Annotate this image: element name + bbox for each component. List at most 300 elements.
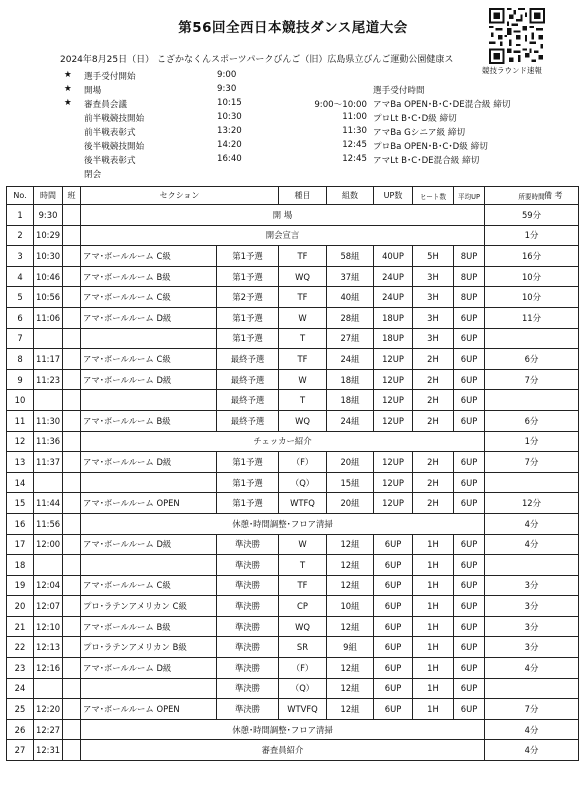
row-duration: 4分 <box>485 513 579 534</box>
row-duration <box>485 390 579 411</box>
row-duration: 3分 <box>485 637 579 658</box>
row-round: 最終予選 <box>217 349 279 370</box>
row-round: 第1予選 <box>217 246 279 267</box>
row-groups: 28組 <box>327 307 374 328</box>
row-han <box>63 513 81 534</box>
row-no: 16 <box>7 513 34 534</box>
row-heats: 2H <box>413 410 454 431</box>
program-table <box>6 186 579 761</box>
row-heats: 1H <box>413 616 454 637</box>
row-round: 準決勝 <box>217 678 279 699</box>
row-dance: CP <box>279 596 327 617</box>
row-dance: W <box>279 369 327 390</box>
row-time: 11:36 <box>34 431 63 452</box>
row-event-title: 審査員紹介 <box>81 740 485 761</box>
row-heats: 3H <box>413 287 454 308</box>
row-duration: 4分 <box>485 719 579 740</box>
row-section: アマ･ボールルーム D級 <box>81 307 217 328</box>
row-han <box>63 678 81 699</box>
row-han <box>63 719 81 740</box>
row-groups: 15組 <box>327 472 374 493</box>
row-up: 24UP <box>374 287 413 308</box>
row-time: 11:23 <box>34 369 63 390</box>
row-up: 12UP <box>374 452 413 473</box>
row-time: 11:17 <box>34 349 63 370</box>
row-avg: 6UP <box>454 452 485 473</box>
row-duration: 16分 <box>485 246 579 267</box>
row-time: 12:20 <box>34 699 63 720</box>
row-dance: SR <box>279 637 327 658</box>
row-time: 9:30 <box>34 205 63 226</box>
row-han <box>63 246 81 267</box>
row-round: 最終予選 <box>217 410 279 431</box>
row-duration: 4分 <box>485 740 579 761</box>
row-han <box>63 431 81 452</box>
row-dance: W <box>279 534 327 555</box>
event-date-venue: 2024年8月25日（日） こざかなくんスポーツパークびんご（旧）広島県立びんご運動公園健康ス <box>60 55 454 65</box>
row-up: 12UP <box>374 493 413 514</box>
row-time <box>34 678 63 699</box>
row-avg: 6UP <box>454 472 485 493</box>
row-event-title: 休憩･時間調整･フロア清掃 <box>81 513 485 534</box>
row-han <box>63 575 81 596</box>
row-round: 第1予選 <box>217 266 279 287</box>
row-dance: （Q） <box>279 472 327 493</box>
row-event-title: 開 場 <box>81 205 485 226</box>
row-duration: 1分 <box>485 431 579 452</box>
row-duration: 7分 <box>485 699 579 720</box>
row-time: 12:00 <box>34 534 63 555</box>
row-round: 準決勝 <box>217 637 279 658</box>
row-avg: 6UP <box>454 493 485 514</box>
row-no: 6 <box>7 307 34 328</box>
row-section: プロ･ラテンアメリカン C級 <box>81 596 217 617</box>
row-duration: 6分 <box>485 349 579 370</box>
row-avg: 6UP <box>454 616 485 637</box>
row-event-title: 休憩･時間調整･フロア清掃 <box>81 719 485 740</box>
row-han <box>63 555 81 576</box>
page-title: 第56回全西日本競技ダンス尾道大会 <box>178 20 408 36</box>
table-row <box>7 287 579 308</box>
row-avg: 8UP <box>454 287 485 308</box>
row-time: 11:30 <box>34 410 63 431</box>
row-dance: T <box>279 390 327 411</box>
row-groups: 12組 <box>327 678 374 699</box>
row-time <box>34 390 63 411</box>
row-groups: 27組 <box>327 328 374 349</box>
row-round: 第1予選 <box>217 328 279 349</box>
row-duration: 3分 <box>485 616 579 637</box>
row-duration: 7分 <box>485 452 579 473</box>
row-dance: W <box>279 307 327 328</box>
row-han <box>63 699 81 720</box>
table-row <box>7 349 579 370</box>
row-round: 最終予選 <box>217 369 279 390</box>
row-round: 第1予選 <box>217 493 279 514</box>
row-heats: 1H <box>413 596 454 617</box>
row-heats: 5H <box>413 246 454 267</box>
col-section: セクション <box>81 187 279 205</box>
row-no: 12 <box>7 431 34 452</box>
table-row <box>7 266 579 287</box>
row-han <box>63 266 81 287</box>
row-heats: 2H <box>413 390 454 411</box>
row-han <box>63 390 81 411</box>
row-up: 12UP <box>374 349 413 370</box>
row-heats: 1H <box>413 637 454 658</box>
row-time <box>34 555 63 576</box>
row-round: 最終予選 <box>217 390 279 411</box>
row-avg: 6UP <box>454 390 485 411</box>
row-time: 11:06 <box>34 307 63 328</box>
program-event-row <box>7 205 579 226</box>
row-avg: 6UP <box>454 678 485 699</box>
row-no: 23 <box>7 658 34 679</box>
row-no: 4 <box>7 266 34 287</box>
row-up: 6UP <box>374 658 413 679</box>
row-round: 準決勝 <box>217 699 279 720</box>
row-heats: 1H <box>413 678 454 699</box>
row-duration: 7分 <box>485 369 579 390</box>
row-groups: 12組 <box>327 575 374 596</box>
row-dance: TF <box>279 287 327 308</box>
row-groups: 9組 <box>327 637 374 658</box>
star-icon: ★ <box>64 84 72 94</box>
col-han: 班 <box>63 187 81 205</box>
row-section: アマ･ボールルーム C級 <box>81 246 217 267</box>
row-han <box>63 410 81 431</box>
row-round: 準決勝 <box>217 575 279 596</box>
star-icon: ★ <box>64 70 72 80</box>
table-row <box>7 699 579 720</box>
row-no: 26 <box>7 719 34 740</box>
row-dance: WQ <box>279 616 327 637</box>
row-heats: 2H <box>413 452 454 473</box>
row-heats: 1H <box>413 555 454 576</box>
row-up: 18UP <box>374 307 413 328</box>
row-heats: 2H <box>413 472 454 493</box>
row-round: 準決勝 <box>217 534 279 555</box>
row-section: アマ･ボールルーム D級 <box>81 534 217 555</box>
row-dance: WTVFQ <box>279 699 327 720</box>
row-avg: 6UP <box>454 369 485 390</box>
row-groups: 18組 <box>327 390 374 411</box>
table-row <box>7 472 579 493</box>
row-groups: 12組 <box>327 658 374 679</box>
row-groups: 24組 <box>327 410 374 431</box>
row-avg: 6UP <box>454 699 485 720</box>
row-time <box>34 472 63 493</box>
row-groups: 20組 <box>327 493 374 514</box>
row-section: プロ･ラテンアメリカン B級 <box>81 637 217 658</box>
table-row <box>7 534 579 555</box>
program-event-row <box>7 513 579 534</box>
row-up: 40UP <box>374 246 413 267</box>
row-heats: 1H <box>413 658 454 679</box>
row-up: 6UP <box>374 699 413 720</box>
row-duration: 11分 <box>485 307 579 328</box>
row-duration: 10分 <box>485 266 579 287</box>
row-up: 6UP <box>374 616 413 637</box>
row-dance: TF <box>279 246 327 267</box>
row-dance: TF <box>279 575 327 596</box>
row-avg: 6UP <box>454 575 485 596</box>
table-row <box>7 328 579 349</box>
row-avg: 6UP <box>454 534 485 555</box>
row-no: 18 <box>7 555 34 576</box>
row-han <box>63 452 81 473</box>
row-no: 24 <box>7 678 34 699</box>
row-no: 21 <box>7 616 34 637</box>
qr-caption: 競技ラウンド速報 <box>482 66 542 75</box>
row-heats: 1H <box>413 534 454 555</box>
row-time: 12:27 <box>34 719 63 740</box>
row-no: 11 <box>7 410 34 431</box>
row-dance: T <box>279 555 327 576</box>
row-heats: 1H <box>413 699 454 720</box>
row-avg: 6UP <box>454 349 485 370</box>
table-row <box>7 493 579 514</box>
row-section <box>81 678 217 699</box>
row-groups: 20組 <box>327 452 374 473</box>
row-time: 11:56 <box>34 513 63 534</box>
row-han <box>63 205 81 226</box>
row-section: アマ･ボールルーム OPEN <box>81 699 217 720</box>
program-event-row <box>7 225 579 246</box>
row-duration: 6分 <box>485 410 579 431</box>
row-time: 10:56 <box>34 287 63 308</box>
row-han <box>63 328 81 349</box>
table-row <box>7 678 579 699</box>
row-heats: 1H <box>413 575 454 596</box>
row-duration <box>485 328 579 349</box>
col-duration: 所要時間 <box>485 187 579 205</box>
row-round: 準決勝 <box>217 555 279 576</box>
table-row <box>7 369 579 390</box>
row-dance: WQ <box>279 410 327 431</box>
row-time: 12:04 <box>34 575 63 596</box>
row-no: 2 <box>7 225 34 246</box>
row-duration <box>485 555 579 576</box>
row-dance: （F） <box>279 452 327 473</box>
row-no: 17 <box>7 534 34 555</box>
row-section: アマ･ボールルーム OPEN <box>81 493 217 514</box>
row-section: アマ･ボールルーム B級 <box>81 616 217 637</box>
row-avg: 6UP <box>454 555 485 576</box>
row-han <box>63 369 81 390</box>
col-no: No. <box>7 187 34 205</box>
table-body <box>7 205 579 761</box>
row-no: 13 <box>7 452 34 473</box>
row-up: 6UP <box>374 555 413 576</box>
row-groups: 18組 <box>327 369 374 390</box>
row-section <box>81 472 217 493</box>
row-section: アマ･ボールルーム C級 <box>81 575 217 596</box>
row-no: 9 <box>7 369 34 390</box>
row-round: 第1予選 <box>217 307 279 328</box>
row-avg: 6UP <box>454 307 485 328</box>
row-section <box>81 390 217 411</box>
row-duration <box>485 472 579 493</box>
row-up: 18UP <box>374 328 413 349</box>
row-event-title: チェッカー紹介 <box>81 431 485 452</box>
table-row <box>7 616 579 637</box>
row-groups: 12組 <box>327 616 374 637</box>
col-groups: 組数 <box>327 187 374 205</box>
row-no: 20 <box>7 596 34 617</box>
col-avg: 平均UP <box>454 187 485 205</box>
row-dance: WQ <box>279 266 327 287</box>
row-heats: 2H <box>413 349 454 370</box>
row-avg: 6UP <box>454 328 485 349</box>
col-up: UP数 <box>374 187 413 205</box>
row-duration: 3分 <box>485 596 579 617</box>
row-duration <box>485 678 579 699</box>
row-round: 準決勝 <box>217 658 279 679</box>
row-heats: 3H <box>413 307 454 328</box>
row-event-title: 開会宣言 <box>81 225 485 246</box>
row-round: 第2予選 <box>217 287 279 308</box>
row-han <box>63 225 81 246</box>
row-no: 3 <box>7 246 34 267</box>
table-row <box>7 555 579 576</box>
row-heats: 2H <box>413 493 454 514</box>
row-duration: 12分 <box>485 493 579 514</box>
table-row <box>7 452 579 473</box>
row-time: 12:31 <box>34 740 63 761</box>
row-no: 22 <box>7 637 34 658</box>
row-time: 11:37 <box>34 452 63 473</box>
col-time: 時間 <box>34 187 63 205</box>
row-han <box>63 596 81 617</box>
row-groups: 12組 <box>327 534 374 555</box>
row-section: アマ･ボールルーム B級 <box>81 410 217 431</box>
row-up: 12UP <box>374 390 413 411</box>
row-time: 12:16 <box>34 658 63 679</box>
row-up: 24UP <box>374 266 413 287</box>
table-header-row <box>7 187 579 205</box>
star-icon: ★ <box>64 98 72 108</box>
table-row <box>7 575 579 596</box>
row-han <box>63 616 81 637</box>
row-groups: 24組 <box>327 349 374 370</box>
row-han <box>63 534 81 555</box>
row-duration: 10分 <box>485 287 579 308</box>
row-dance: TF <box>279 349 327 370</box>
row-up: 12UP <box>374 369 413 390</box>
row-han <box>63 637 81 658</box>
row-no: 14 <box>7 472 34 493</box>
qr-code-icon[interactable] <box>489 8 545 64</box>
row-avg: 8UP <box>454 266 485 287</box>
row-han <box>63 349 81 370</box>
row-han <box>63 287 81 308</box>
row-section <box>81 328 217 349</box>
row-avg: 6UP <box>454 410 485 431</box>
row-time: 11:44 <box>34 493 63 514</box>
col-event: 種目 <box>279 187 327 205</box>
row-time: 12:07 <box>34 596 63 617</box>
row-up: 12UP <box>374 472 413 493</box>
row-up: 6UP <box>374 678 413 699</box>
row-duration: 59分 <box>485 205 579 226</box>
row-time: 10:30 <box>34 246 63 267</box>
row-time: 10:29 <box>34 225 63 246</box>
row-avg: 6UP <box>454 596 485 617</box>
row-section: アマ･ボールルーム C級 <box>81 287 217 308</box>
table-row <box>7 390 579 411</box>
row-groups: 58組 <box>327 246 374 267</box>
col-heats: ヒート数 <box>413 187 454 205</box>
row-section: アマ･ボールルーム B級 <box>81 266 217 287</box>
row-up: 12UP <box>374 410 413 431</box>
row-groups: 10組 <box>327 596 374 617</box>
row-section: アマ･ボールルーム D級 <box>81 452 217 473</box>
row-duration: 4分 <box>485 658 579 679</box>
row-time: 10:46 <box>34 266 63 287</box>
row-han <box>63 740 81 761</box>
row-section: アマ･ボールルーム D級 <box>81 658 217 679</box>
row-no: 25 <box>7 699 34 720</box>
row-groups: 37組 <box>327 266 374 287</box>
row-avg: 6UP <box>454 637 485 658</box>
row-han <box>63 307 81 328</box>
table-row <box>7 246 579 267</box>
table-row <box>7 658 579 679</box>
row-groups: 12組 <box>327 699 374 720</box>
row-han <box>63 493 81 514</box>
row-han <box>63 658 81 679</box>
row-heats: 3H <box>413 328 454 349</box>
row-round: 準決勝 <box>217 596 279 617</box>
row-no: 27 <box>7 740 34 761</box>
table-row <box>7 410 579 431</box>
table-row <box>7 637 579 658</box>
row-avg: 8UP <box>454 246 485 267</box>
row-no: 15 <box>7 493 34 514</box>
row-heats: 3H <box>413 266 454 287</box>
row-section: アマ･ボールルーム D級 <box>81 369 217 390</box>
row-no: 10 <box>7 390 34 411</box>
program-event-row <box>7 740 579 761</box>
row-no: 19 <box>7 575 34 596</box>
row-time <box>34 328 63 349</box>
row-no: 5 <box>7 287 34 308</box>
row-duration: 3分 <box>485 575 579 596</box>
row-han <box>63 472 81 493</box>
row-dance: T <box>279 328 327 349</box>
row-dance: （F） <box>279 658 327 679</box>
row-duration: 4分 <box>485 534 579 555</box>
row-no: 7 <box>7 328 34 349</box>
row-up: 6UP <box>374 637 413 658</box>
row-section <box>81 555 217 576</box>
row-round: 準決勝 <box>217 616 279 637</box>
program-event-row <box>7 431 579 452</box>
row-up: 6UP <box>374 575 413 596</box>
row-up: 6UP <box>374 596 413 617</box>
row-groups: 12組 <box>327 555 374 576</box>
row-dance: WTFQ <box>279 493 327 514</box>
row-time: 12:10 <box>34 616 63 637</box>
row-groups: 40組 <box>327 287 374 308</box>
row-up: 6UP <box>374 534 413 555</box>
row-section: アマ･ボールルーム C級 <box>81 349 217 370</box>
row-no: 8 <box>7 349 34 370</box>
row-no: 1 <box>7 205 34 226</box>
table-row <box>7 596 579 617</box>
table-row <box>7 307 579 328</box>
